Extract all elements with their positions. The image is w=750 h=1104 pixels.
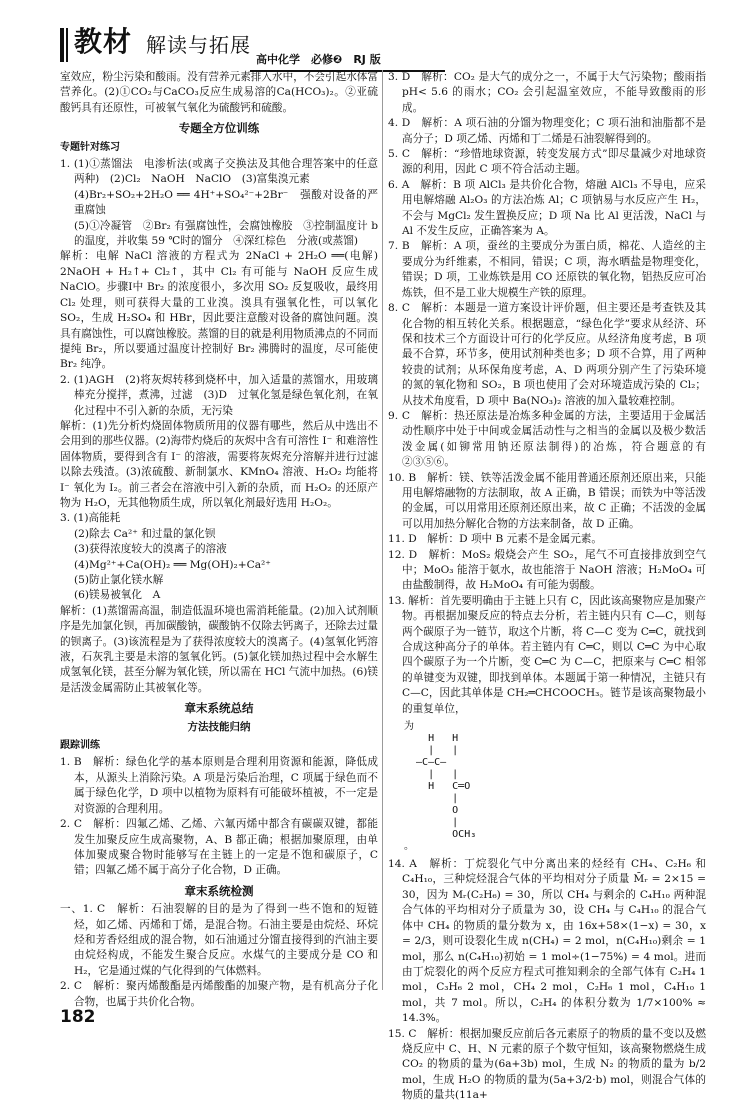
page-number: 182 (60, 1007, 96, 1027)
answer-1-part-1: 1. (1)①蒸馏法 电渗析法(或离子交换法及其他合理答案中的任意两种) (2)Cl₂ NaOH NaClO (3)富集溴元素 (60, 158, 378, 186)
intro-paragraph: 室效应，粉尘污染和酸雨。没有营养元素排入水中，不会引起水体富营养化。(2)①CO₂与CaCO₃反应生成易溶的Ca(HCO₃)₂。②亚硫酸钙具有还原性，可被氧气氧化为硫酸钙和硫酸。 (60, 71, 378, 114)
test-answer-12: 12. D 解析：MoS₂ 煅烧会产生 SO₂，尾气不可直接排放到空气中；MoO₃ 能溶于氨水，故也能溶于 NaOH 溶液；H₂MoO₄ 可由盐酸制得，故 H₂MoO₄ 有可能为弱酸。 (388, 548, 706, 592)
tracking-answer-2: 2. C 解析：四氟乙烯、乙烯、六氟丙烯中都含有碳碳双键，都能发生加聚反应生成高聚物，A、B 都正确；根据加聚原理，由单体加聚成聚合物时能够写在主链上的一定是不饱和碳原子，C 错；四氟乙烯不属于高分子化合物，D 正确。 (60, 818, 378, 877)
answer-1-part-3: (5)①冷凝管 ②Br₂ 有强腐蚀性，会腐蚀橡胶 ③控制温度计 b 的温度，并收集 59 ℃时的馏分 ④深红棕色 分液(或蒸馏) (74, 219, 378, 248)
section-heading-special-training: 专题全方位训练 (178, 121, 260, 136)
test-answer-2: 2. C 解析：聚丙烯酸酯是丙烯酸酯的加聚产物，是有机高分子化合物，也属于共价化合物。 (60, 980, 378, 1008)
answer-1-part-2: (4)Br₂+SO₂+2H₂O ══ 4H⁺+SO₄²⁻+2Br⁻ 强酸对设备的严重腐蚀 (74, 188, 378, 217)
polymer-structure-formula (404, 721, 706, 853)
test-answer-11: 11. D 解析：D 项中 B 元素不是金属元素。 (388, 533, 602, 546)
subheading-targeted-practice: 专题针对练习 (60, 141, 120, 153)
explanation-3: 解析：(1)蒸馏需高温，制造低温环境也需消耗能量。(2)加入试剂顺序是先加氯化钡，再加碳酸钠，碳酸钠不仅除去钙离子，还除去过量的钡离子。(3)该流程是为了获得浓度较大的溴离子。(4)氢氧化钙溶液，石灰乳主要是未溶的氢氧化钙。(5)氯化镁加热过程中会水解生成氢氧化镁，甚至分解为氧化镁，所以需在 HCl 气流中加热。(6)镁是活泼金属需防止其被氧化等。 (60, 604, 378, 694)
test-answer-1: 一、1. C 解析：石油裂解的目的是为了得到一些不饱和的短链烃，如乙烯、丙烯和丁烯，是混合物。石油主要是由烷烃、环烷烃和芳香烃组成的混合物，如石油通过分馏直接得到的汽油主要由烷烃构成，不能发生聚合反应。水煤气的主要成分是 CO 和 H₂，它是通过煤的气化得到的气体燃料。 (60, 903, 378, 977)
test-answer-4: 4. D 解析：A 项石油的分馏为物理变化；C 项石油和油脂都不是高分子；D 项乙烯、丙烯和丁二烯是石油裂解得到的。 (388, 117, 706, 145)
test-answer-10: 10. B 解析：镁、铁等活泼金属不能用普通还原剂还原出来，只能用电解熔融物的方法制取，故 A 正确，B 错误；而铁为中等活泼的金属，可以用常用还原剂还原出来，故 C 正确；不活泼的金属可以用加热分解化合物的方法来制备，故 D 正确。 (388, 471, 706, 530)
section-heading-chapter-test: 章末系统检测 (184, 883, 254, 898)
header-bar-thin (66, 28, 68, 62)
test-answer-5: 5. C 解析：“珍惜地球资源，转变发展方式”即尽量减少对地球资源的利用，因此 C 项不符合活动主题。 (388, 148, 706, 176)
answer-3-part-1: 3. (1)高能耗 (60, 512, 121, 525)
column-divider (382, 70, 383, 990)
test-answer-3: 3. D 解析：CO₂ 是大气的成分之一，不属于大气污染物；酸雨指 pH< 5.6 的雨水；CO₂ 会引起温室效应，不能导致酸雨的形成。 (388, 71, 706, 114)
test-answer-7: 7. B 解析：A 项，蚕丝的主要成分为蛋白质，棉花、人造丝的主要成分为纤维素，不相同，错误；C 项，海水晒盐是物理变化，错误；D 项，工业炼铁是用 CO 还原铁的氧化物，铝热反应可冶炼铁，但不是工业大规模生产铁的原理。 (388, 240, 706, 299)
explanation-1: 解析：电解 NaCl 溶液的方程式为 2NaCl + 2H₂O ══(电解) 2NaOH + H₂↑+ Cl₂↑，其中 Cl₂ 有可能与 NaOH 反应生成 NaClO。步骤Ⅰ中 Br₂ 的浓度很小，多次用 SO₂ 反复吸收，最终用 Cl₂ 处理，则可获得大量的工业溴。溴具有强氧化性，可以氧化 SO₂，生成 H₂SO₄ 和 HBr，因此要注意酸对设备的腐蚀问题。溴具有腐蚀性，可以腐蚀橡胶。蒸馏的目的就是利用物质沸点的不同而提纯 Br₂，所以要通过温度计控制好 Br₂ 沸腾时的温度，尽可能使 Br₂ 纯净。 (60, 250, 378, 371)
subheading-follow-up-training: 跟踪训练 (60, 740, 100, 752)
answer-3-part-5: (5)防止氯化镁水解 (74, 574, 164, 586)
header-meta: 高中化学 必修❷ RJ 版 (256, 53, 381, 66)
right-column (388, 70, 706, 1102)
subheading-methods: 方法技能归纳 (187, 720, 251, 733)
section-heading-chapter-summary: 章末系统总结 (184, 701, 254, 716)
test-answer-15: 15. C 解析：根据加聚反应前后各元素原子的物质的量不变以及燃烧反应中 C、H、N 元素的原子个数守恒知，该高聚物燃烧生成 CO₂ 的物质的量为(6a+3b) mol，生成 N₂ 的物质的量为 b/2 mol，生成 H₂O 的物质的量为(5a+3/2·b) mol，则混合气体的物质的量共(11a+ (388, 1027, 706, 1102)
header-title: 教材 (74, 25, 133, 58)
test-answer-8: 8. C 解析：本题是一道方案设计评价题，但主要还是考查铁及其化合物的相互转化关系。根据题意，“绿色化学”要求从经济、环保和技术三个方面设计可行的化学反应。从经济角度考虑，B 项最不合算，环节多，使用试剂种类也多；D 项不合算，用了两种较贵的试剂；从环保角度考虑，A、D 两项分别产生了污染环境的氮的氧化物和 SO₂，B 项也使用了会对环境造成污染的 Cl₂；从技术角度看，D 项中 Ba(NO₃)₂ 溶液的加入量较难控制。 (388, 302, 706, 407)
answer-3-part-4: (4)Mg²⁺+Ca(OH)₂ ══ Mg(OH)₂+Ca²⁺ (74, 558, 271, 571)
answer-3-part-3: (3)获得浓度较大的溴离子的溶液 (74, 543, 227, 556)
structure-prefix: 为 (404, 721, 414, 733)
tracking-answer-1: 1. B 解析：绿色化学的基本原则是合理利用资源和能源，降低成本，从源头上消除污染。A 项是污染后治理，C 项属于绿色而不属于绿色化学，D 项中以植物为原料有可能破坏植被，不一定是对资源的合理利用。 (60, 756, 378, 815)
header-subtitle: 解读与拓展 (146, 33, 251, 57)
test-answer-13: 13. 解析：首先要明确由于主链上只有 C，因此该高聚物应是加聚产物。再根据加聚反应的特点去分析，若主链内只有 C—C，则每两个碳原子为一链节，取这个片断，将 C—C 变为 C═C，就找到合成这种高分子的单体。若主链内有 C═C，则以 C═C 为中心取四个碳原子为一个片断，变 C═C 为 C—C，把原来与 C═C 相邻的单键变为双键，即找到单体。本题属于第一种情况，主链只有 C—C，因此其单体是 CH₂═CHCOOCH₃。链节是该高聚物最小的重复单位， (388, 594, 706, 715)
page-header (60, 20, 700, 72)
test-answer-14: 14. A 解析：丁烷裂化气中分离出来的烃经有 CH₄、C₂H₆ 和 C₄H₁₀，三种烷烃混合气体的平均相对分子质量 M̄ᵣ = 2×15 = 30，因为 Mᵣ(C₂H₆) = 30，所以 CH₄ 与剩余的 C₄H₁₀ 两种混合气体的平均相对分子质量为 30，设 CH₄ 与 C₄H₁₀ 的混合气体中 CH₄ 的物质的量分数为 x，由 16x+58×(1−x) = 30，x = 2/3，则可设裂化生成 n(CH₄) = 2 mol，n(C₄H₁₀)剩余 = 1 mol，那么 n(C₄H₁₀)初始 = 1 mol÷(1−75%) = 4 mol。进而由丁烷裂化的两个反应方程式可推知剩余的全部气体有 C₂H₄ 1 mol，C₃H₆ 2 mol，CH₄ 2 mol，C₂H₆ 1 mol，C₄H₁₀ 1 mol，共 7 mol。所以，C₂H₄ 的体积分数为 1/7×100% ≈ 14.3%。 (388, 858, 706, 1025)
answer-3-part-6: (6)镁易被氧化 A (74, 589, 161, 602)
left-column (60, 70, 378, 1008)
test-answer-6: 6. A 解析：B 项 AlCl₃ 是共价化合物，熔融 AlCl₃ 不导电，应采用电解熔融 Al₂O₃ 的方法冶炼 Al；C 项钠易与水反应产生 H₂，不会与 MgCl₂ 发生置换反应；D 项 Na 比 Al 更活泼，NaCl 与 Al 不发生反应，正确答案为 A。 (388, 178, 706, 238)
header-bar (60, 28, 64, 62)
structure-drawing: H H | | —C—C— | | H C═O | O | OCH₃ (416, 733, 477, 841)
explanation-2: 解析：(1)先分析灼烧固体物质所用的仪器有哪些，然后从中选出不会用到的那些仪器。(2)海带灼烧后的灰烬中含有可溶性 I⁻ 和难溶性固体物质，要得到含有 I⁻ 的溶液，需要将灰烬充分溶解并进行过滤以除去残渣。(3)浓硫酸、新制氯水、KMnO₄ 溶液、H₂O₂ 均能将 I⁻ 氧化为 I₂。前三者会在溶液中引入新的杂质，而 H₂O₂ 的还原产物为 H₂O，无其他物质生成，所以氧化剂最好选用 H₂O₂。 (60, 419, 378, 509)
answer-2: 2. (1)AGH (2)将灰烬转移到烧杯中，加入适量的蒸馏水，用玻璃棒充分搅拌，煮沸，过滤 (3)D 过氧化氢是绿色氧化剂，在氧化过程中不引入新的杂质，无污染 (60, 373, 378, 417)
test-answer-9: 9. C 解析：热还原法是冶炼多种金属的方法，主要适用于金属活动性顺序中处于中间或金属活动性与之相当的金属以及极少数活泼金属(如铆常用钠还原法制得)的冶炼，符合题意的有②③⑤⑥。 (388, 409, 706, 469)
structure-suffix: 。 (404, 841, 414, 853)
answer-3-part-2: (2)除去 Ca²⁺ 和过量的氯化钡 (74, 527, 216, 540)
